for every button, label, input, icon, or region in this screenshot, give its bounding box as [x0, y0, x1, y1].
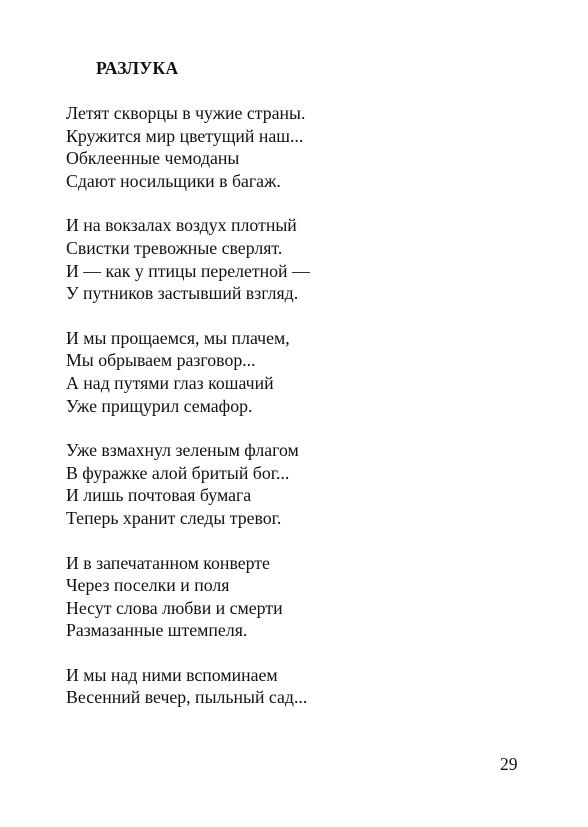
poem-body [66, 102, 526, 731]
poem-line: Размазанные штемпеля. [66, 620, 248, 641]
poem-line: В фуражке алой бритый бог... [66, 462, 290, 483]
stanza [66, 102, 526, 192]
page-number: 29 [500, 754, 518, 774]
poem-line: И лишь почтовая бумага [66, 485, 252, 506]
poem-line: И мы прощаемся, мы плачем, [66, 327, 290, 348]
poem-line: Свистки тревожные сверлят. [66, 237, 283, 258]
poem-line: Теперь хранит следы тревог. [66, 507, 282, 528]
stanza [66, 327, 526, 417]
stanza [66, 439, 526, 529]
poem-line: Мы обрываем разговор... [66, 350, 256, 371]
poem-line: Уже прищурил семафор. [66, 395, 253, 416]
poem-line: И мы над ними вспоминаем [66, 664, 278, 685]
poem-line: Несут слова любви и смерти [66, 597, 283, 618]
poem-line: Летят скворцы в чужие страны. [66, 103, 306, 123]
stanza [66, 664, 526, 709]
poem-line: Уже взмахнул зеленым флагом [66, 440, 299, 461]
poem-line: И на вокзалах воздух плотный [66, 215, 297, 236]
poem-line: У путников застывший взгляд. [66, 283, 299, 304]
poem-line: Кружится мир цветущий наш... [66, 125, 304, 146]
stanza [66, 552, 526, 642]
poem-line: Весенний вечер, пыльный сад... [66, 687, 308, 708]
poem-line: А над путями глаз кошачий [66, 372, 274, 393]
poem-line: Сдают носильщики в багаж. [66, 170, 281, 191]
poem-title: РАЗЛУКА [96, 58, 179, 78]
poem-line: Обклеенные чемоданы [66, 148, 240, 169]
poem-line: И — как у птицы перелетной — [66, 260, 310, 281]
poem-line: И в запечатанном конверте [66, 552, 270, 573]
stanza [66, 214, 526, 304]
poem-line: Через поселки и поля [66, 575, 230, 596]
